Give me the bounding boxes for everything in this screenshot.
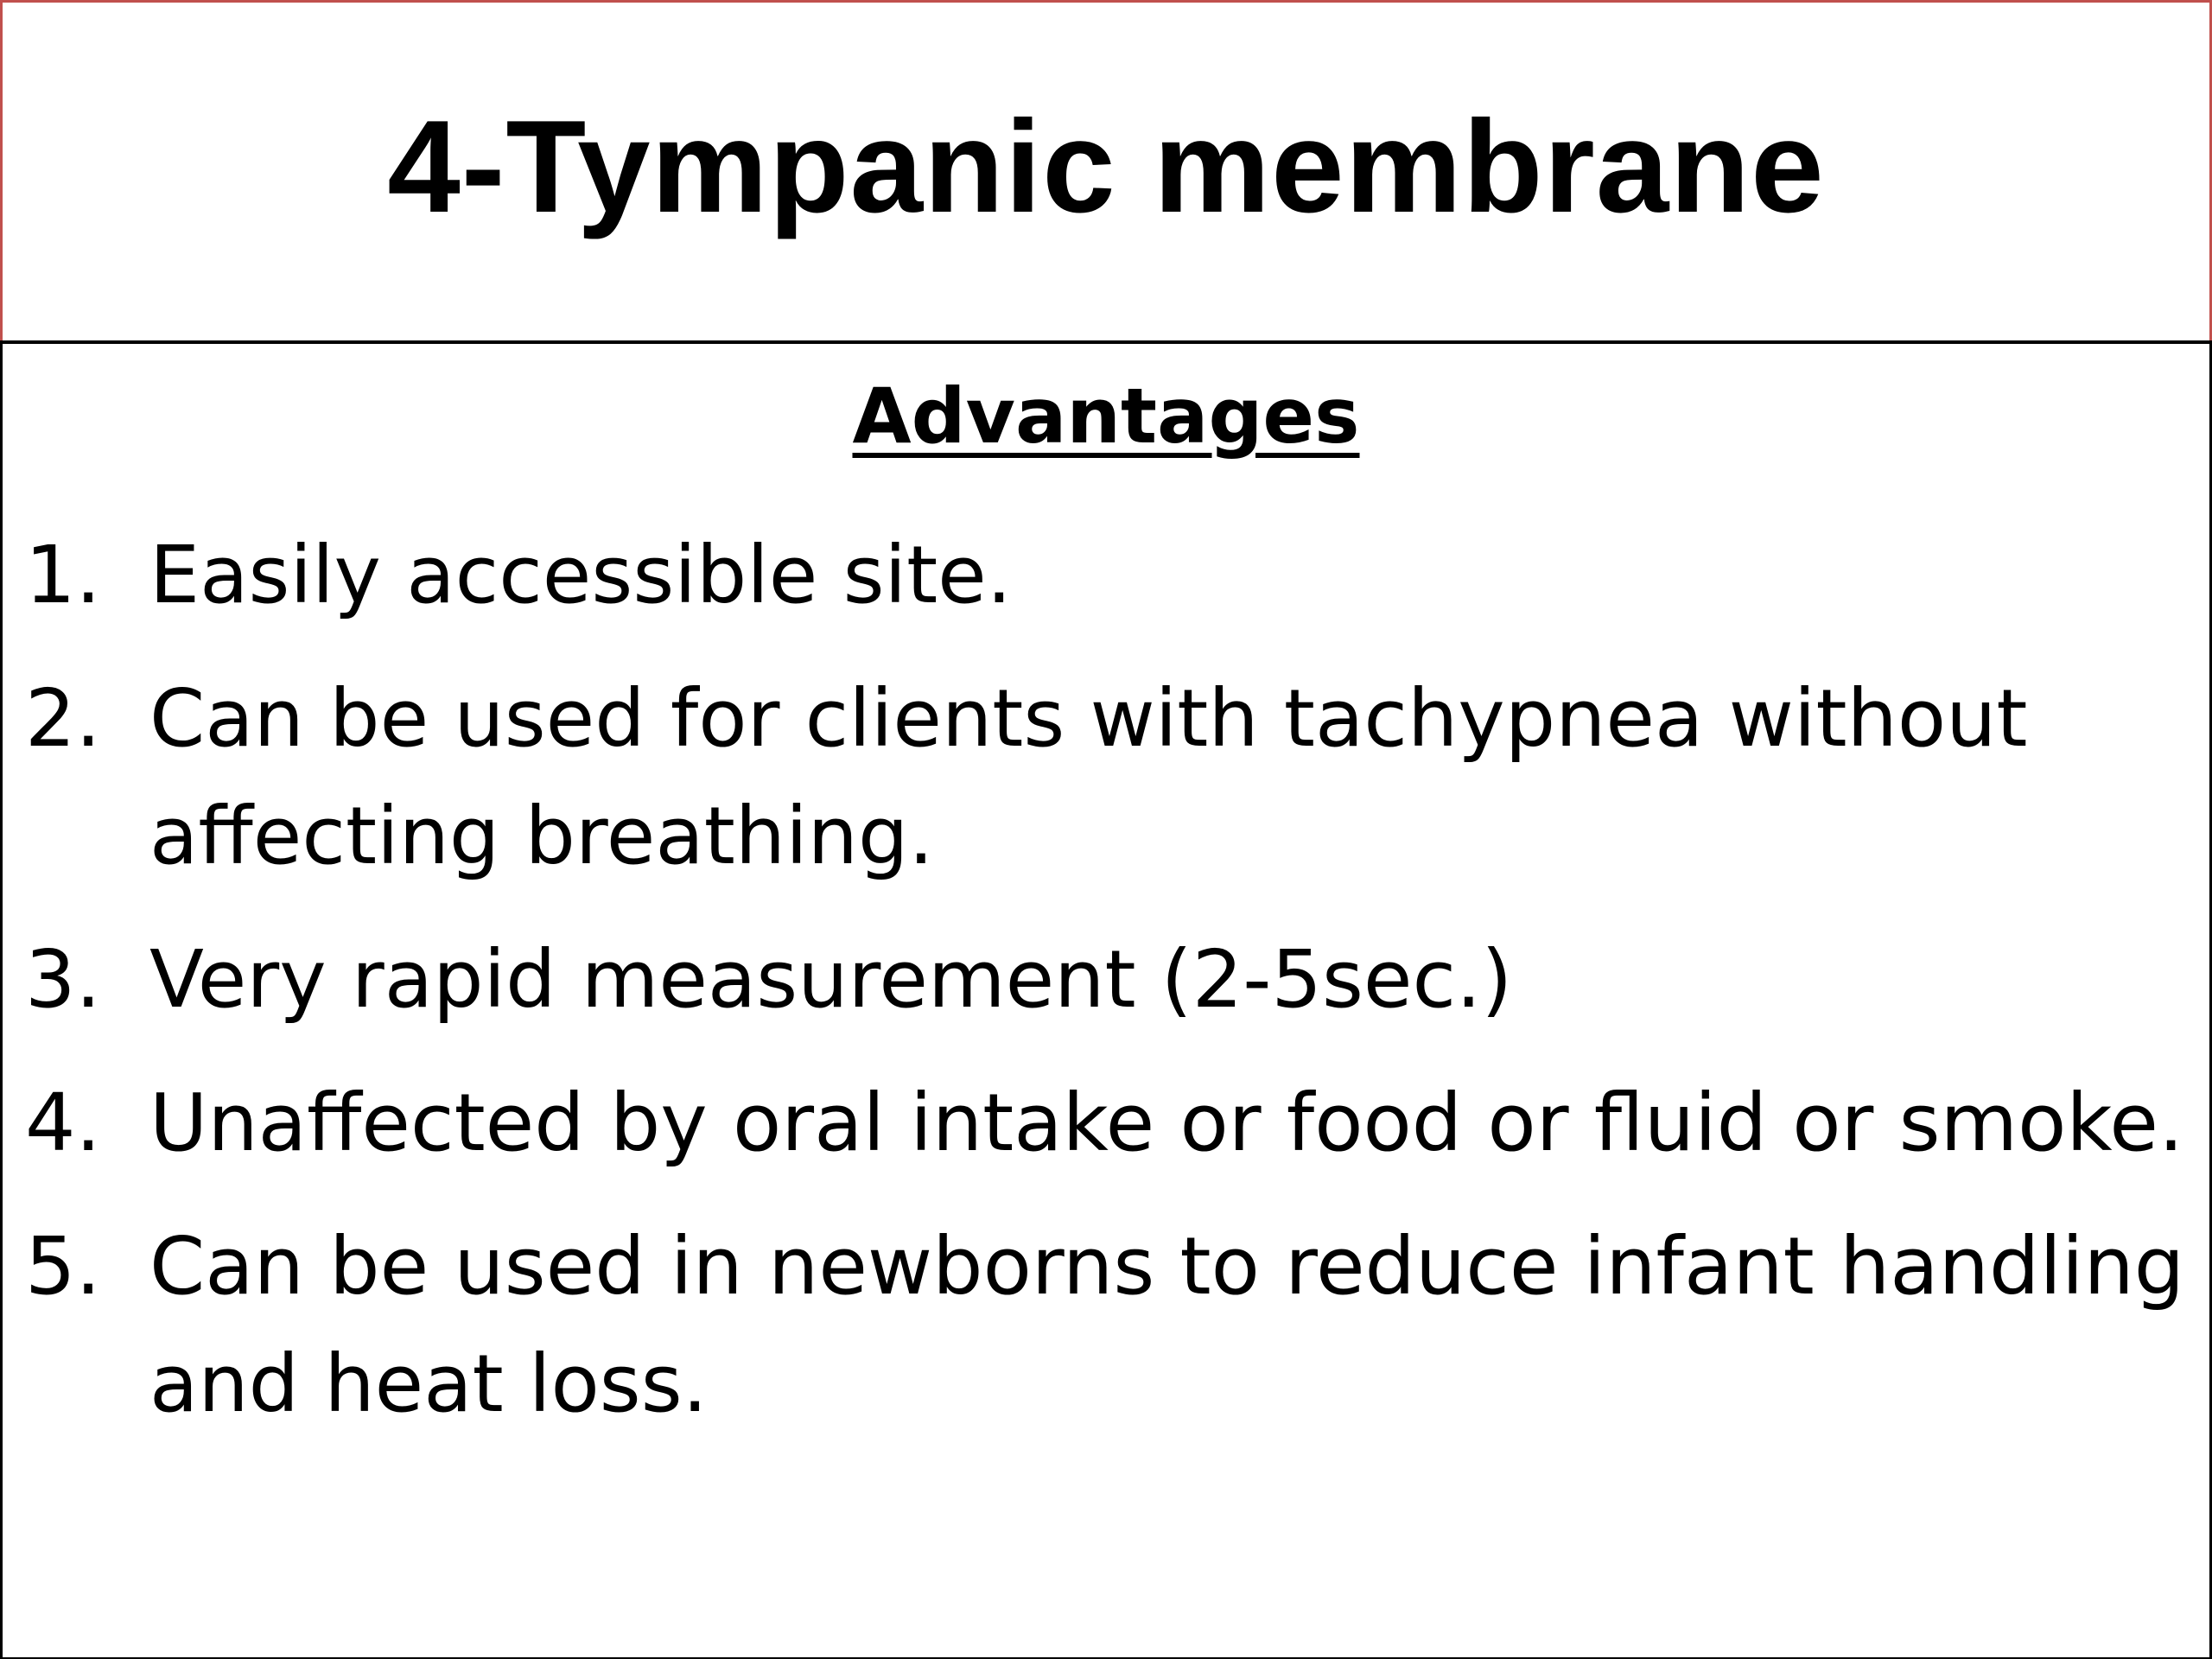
content-box <box>0 340 2212 1659</box>
list-item <box>3 921 2197 1039</box>
list-item-text: Can be used in newborns to reduce infant handling and heat loss. <box>149 1220 2185 1430</box>
advantages-heading <box>3 372 2209 461</box>
advantages-list <box>3 517 2197 1469</box>
list-item <box>3 660 2197 895</box>
slide-title: 4-Tympanic membrane <box>387 92 1825 240</box>
list-item-number: 2. <box>25 672 101 765</box>
list-item <box>3 1208 2197 1443</box>
advantages-heading-text: Advantages <box>852 372 1360 461</box>
list-item <box>3 517 2197 634</box>
list-item-text: Can be used for clients with tachypnea without affecting breathing. <box>149 672 2028 882</box>
list-item-number: 1. <box>25 529 101 621</box>
title-box <box>0 0 2212 344</box>
list-item-text: Easily accessible site. <box>149 529 1013 621</box>
list-item-text: Unaffected by oral intake or food or fluid or smoke. <box>149 1077 2184 1169</box>
list-item-number: 3. <box>25 933 101 1026</box>
list-item-text: Very rapid measurement (2-5sec.) <box>149 933 1513 1026</box>
list-item-number: 4. <box>25 1077 101 1169</box>
list-item-number: 5. <box>25 1220 101 1313</box>
list-item <box>3 1065 2197 1182</box>
